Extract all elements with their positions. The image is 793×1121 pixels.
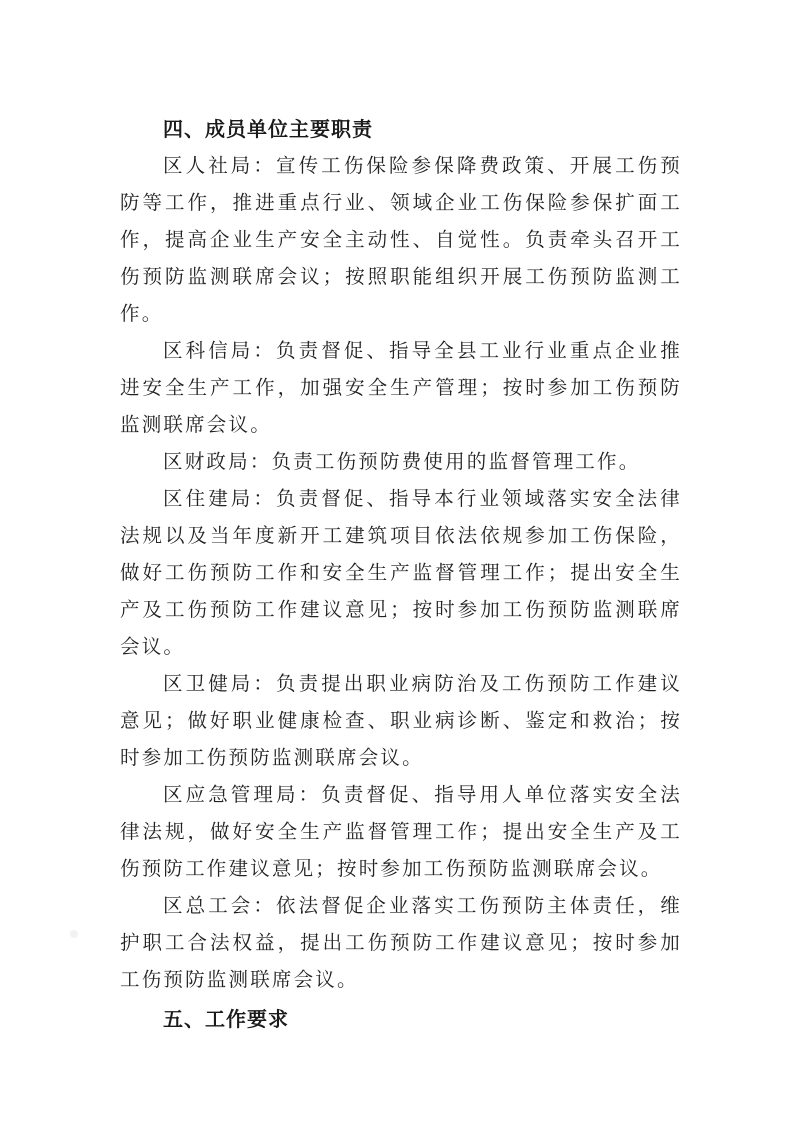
document-body <box>120 112 682 1037</box>
paragraph-trade-union: 区总工会：依法督促企业落实工伤预防主体责任，维护职工合法权益，提出工伤预防工作建议意见；按时参加工伤预防监测联席会议。 <box>120 894 682 991</box>
paragraph-emergency-management: 区应急管理局：负责督促、指导用人单位落实安全法律法规，做好安全生产监督管理工作；提出安全生产及工伤预防工作建议意见；按时参加工伤预防监测联席会议。 <box>120 783 682 880</box>
paragraph-finance: 区财政局：负责工伤预防费使用的监督管理工作。 <box>163 450 641 473</box>
paragraph-housing-construction: 区住建局：负责督促、指导本行业领域落实安全法律法规以及当年度新开工建筑项目依法依规参加工伤保险，做好工伤预防工作和安全生产监督管理工作；提出安全生产及工伤预防工作建议意见；按时参加工伤预防监测联席会议。 <box>120 487 682 658</box>
paragraph-health: 区卫健局：负责提出职业病防治及工伤预防工作建议意见；做好职业健康检查、职业病诊断、鉴定和救治；按时参加工伤预防监测联席会议。 <box>120 672 682 769</box>
scan-speck <box>70 930 78 938</box>
section-heading-4: 四、成员单位主要职责 <box>163 117 373 141</box>
paragraph-science-info: 区科信局：负责督促、指导全县工业行业重点企业推进安全生产工作，加强安全生产管理；按时参加工伤预防监测联席会议。 <box>120 339 682 436</box>
section-heading-5: 五、工作要求 <box>163 1007 289 1031</box>
paragraph-hrss: 区人社局：宣传工伤保险参保降费政策、开展工伤预防等工作，推进重点行业、领域企业工伤保险参保扩面工作，提高企业生产安全主动性、自觉性。负责牵头召开工伤预防监测联席会议；按照职能组织开展工伤预防监测工作。 <box>120 154 682 325</box>
